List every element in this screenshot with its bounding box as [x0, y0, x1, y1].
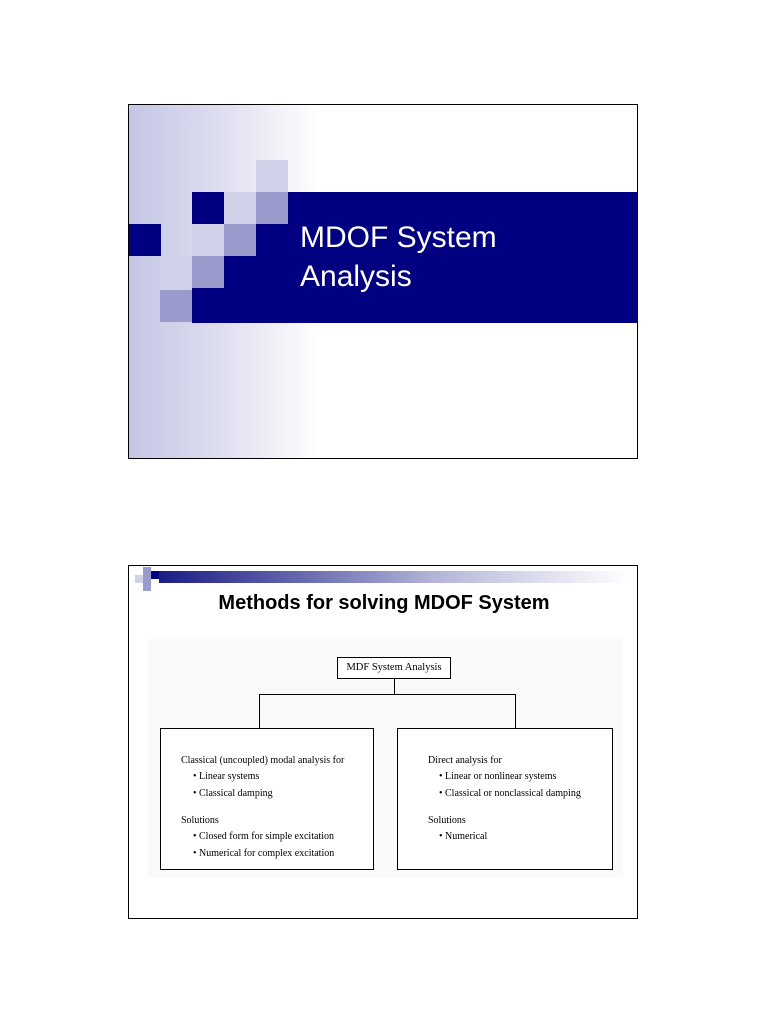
- decor-square: [192, 224, 224, 256]
- decor-square: [129, 224, 161, 256]
- decor-square: [143, 583, 151, 591]
- decor-square: [143, 575, 151, 583]
- methods-slide: [128, 565, 638, 919]
- solutions-heading: Solutions: [428, 815, 466, 826]
- bullet-item: • Closed form for simple excitation: [193, 830, 334, 843]
- title-slide: [128, 104, 638, 459]
- decor-square: [256, 160, 288, 192]
- solutions-heading: Solutions: [181, 815, 219, 826]
- bullet-item: • Numerical: [439, 830, 487, 843]
- decor-square: [160, 256, 192, 288]
- bullet-item: • Classical damping: [193, 787, 273, 800]
- connector-line: [259, 694, 516, 695]
- decor-square: [224, 224, 256, 256]
- header-gradient-bar: [159, 571, 629, 583]
- box-heading: Direct analysis for: [428, 755, 502, 766]
- decor-square: [192, 256, 224, 288]
- decor-square: [135, 575, 143, 583]
- decor-square: [224, 192, 256, 224]
- connector-line: [515, 694, 516, 728]
- slide-title: [300, 218, 620, 296]
- connector-line: [394, 679, 395, 694]
- direct-analysis-box: [397, 728, 613, 870]
- slide-title: Methods for solving MDOF System: [218, 592, 550, 614]
- decor-square: [143, 567, 151, 575]
- bullet-item: • Classical or nonclassical damping: [439, 787, 581, 800]
- root-node-box: MDF System Analysis: [337, 657, 451, 679]
- decor-square: [256, 192, 288, 224]
- box-heading: Classical (uncoupled) modal analysis for: [181, 755, 345, 766]
- decor-square: [160, 290, 192, 322]
- connector-line: [259, 694, 260, 728]
- decor-square: [151, 571, 159, 579]
- bullet-item: • Numerical for complex excitation: [193, 847, 334, 860]
- classical-analysis-box: [160, 728, 374, 870]
- bullet-item: • Linear systems: [193, 770, 259, 783]
- bullet-item: • Linear or nonlinear systems: [439, 770, 556, 783]
- slide-title-line2: Analysis: [300, 260, 412, 293]
- slide-title-line1: MDOF System: [300, 221, 497, 254]
